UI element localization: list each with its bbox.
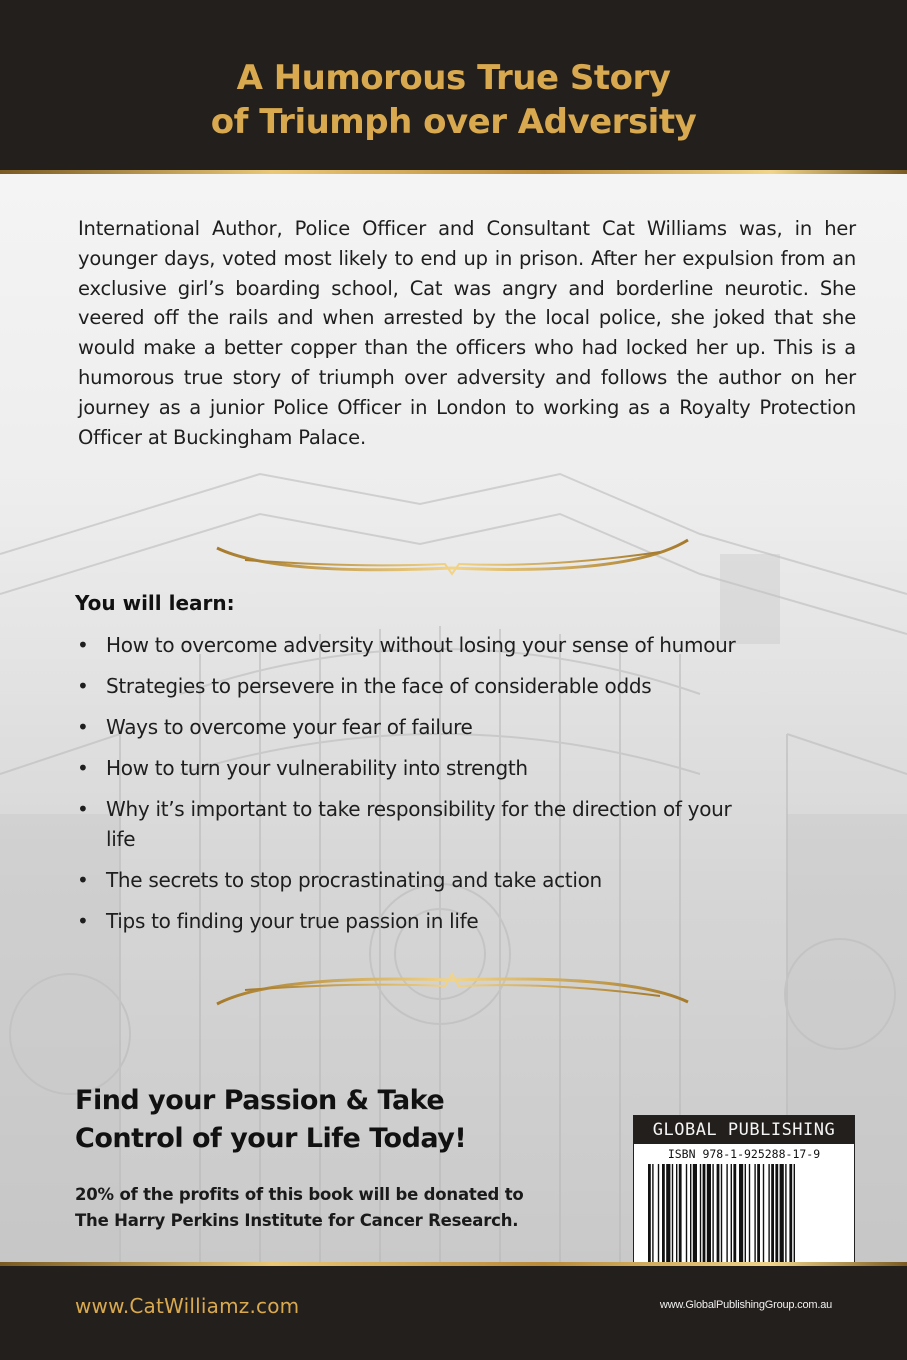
barcode-bar xyxy=(712,1164,713,1266)
barcode-bar xyxy=(726,1164,727,1266)
barcode-bar xyxy=(666,1164,670,1266)
barcode-bar xyxy=(733,1164,736,1266)
isbn-text: ISBN 978-1-925288-17-9 xyxy=(667,1147,821,1161)
barcode-bar xyxy=(757,1164,760,1266)
barcode-bar xyxy=(794,1164,795,1266)
learn-item: • Ways to overcome your fear of failure xyxy=(75,712,865,742)
barcode-bar xyxy=(707,1164,711,1266)
learn-heading: You will learn: xyxy=(75,591,235,615)
donation-line-2: The Harry Perkins Institute for Cancer Research. xyxy=(75,1211,519,1230)
book-description: International Author, Police Officer and Consultant Cat Williams was, in her younger days, voted most likely to end up in prison. After her expulsion from an exclusive girl’s boarding school, Cat was angry and borderline neurotic. She veered off the rails and when arrested by the local police, she joked that she would make a better copper than the officers who had locked her up. This is a humorous true story of triumph over adversity and follows the author on her journey as a junior Police Officer in London to working as a Royalty Protection Officer at Buckingham Palace. xyxy=(78,217,856,449)
barcode-bar xyxy=(717,1164,720,1266)
barcode-bar xyxy=(686,1164,687,1266)
barcode-bar xyxy=(648,1164,651,1266)
barcode-bar xyxy=(672,1164,673,1266)
barcode-bar xyxy=(652,1164,653,1266)
barcode-bar xyxy=(690,1164,691,1266)
call-to-action xyxy=(75,1082,595,1158)
tagline-line-1: A Humorous True Story xyxy=(236,58,671,98)
barcode-bar xyxy=(789,1164,792,1266)
barcode-bar xyxy=(749,1164,750,1266)
publisher-website: www.GlobalPublishingGroup.com.au xyxy=(659,1299,833,1311)
barcode-bar xyxy=(763,1164,764,1266)
author-website: www.CatWilliamz.com xyxy=(75,1294,300,1318)
barcode-bars xyxy=(648,1164,840,1266)
barcode-bar xyxy=(658,1164,659,1266)
learn-item: • Tips to finding your true passion in life xyxy=(75,906,865,936)
learn-item: • The secrets to stop procrastinating and take action xyxy=(75,865,865,895)
donation-line-1: 20% of the profits of this book will be donated to xyxy=(75,1185,524,1204)
cta-line-1: Find your Passion & Take xyxy=(75,1085,445,1116)
barcode-bar xyxy=(676,1164,677,1266)
barcode-bar xyxy=(679,1164,682,1266)
tagline-line-2: of Triumph over Adversity xyxy=(210,102,697,142)
barcode-bar xyxy=(700,1164,701,1266)
barcode-bar xyxy=(731,1164,732,1266)
barcode-bar xyxy=(721,1164,722,1266)
learn-item: • Strategies to persevere in the face of considerable odds xyxy=(75,671,865,701)
cta-line-2: Control of your Life Today! xyxy=(75,1123,467,1154)
publisher-label: GLOBAL PUBLISHING xyxy=(634,1116,854,1144)
donation-note xyxy=(75,1182,635,1234)
barcode-bar xyxy=(693,1164,697,1266)
barcode-bar xyxy=(662,1164,665,1266)
barcode-bar xyxy=(785,1164,786,1266)
barcode-bar xyxy=(739,1164,743,1266)
barcode-bar xyxy=(771,1164,774,1266)
learn-list xyxy=(75,630,865,947)
learn-item: • How to overcome adversity without losing your sense of humour xyxy=(75,630,865,660)
barcode-bar xyxy=(754,1164,755,1266)
cover-tagline xyxy=(0,56,907,144)
barcode-bar xyxy=(780,1164,784,1266)
top-band xyxy=(0,0,907,170)
barcode-bar xyxy=(745,1164,746,1266)
gold-flourish-divider-bottom xyxy=(215,966,690,1006)
learn-item: • Why it’s important to take responsibility for the direction of your life xyxy=(75,794,766,854)
learn-item: • How to turn your vulnerability into strength xyxy=(75,753,865,783)
barcode-bar xyxy=(775,1164,778,1266)
gold-flourish-divider-top xyxy=(215,538,690,578)
barcode-bar xyxy=(703,1164,706,1266)
barcode-bar xyxy=(768,1164,769,1266)
